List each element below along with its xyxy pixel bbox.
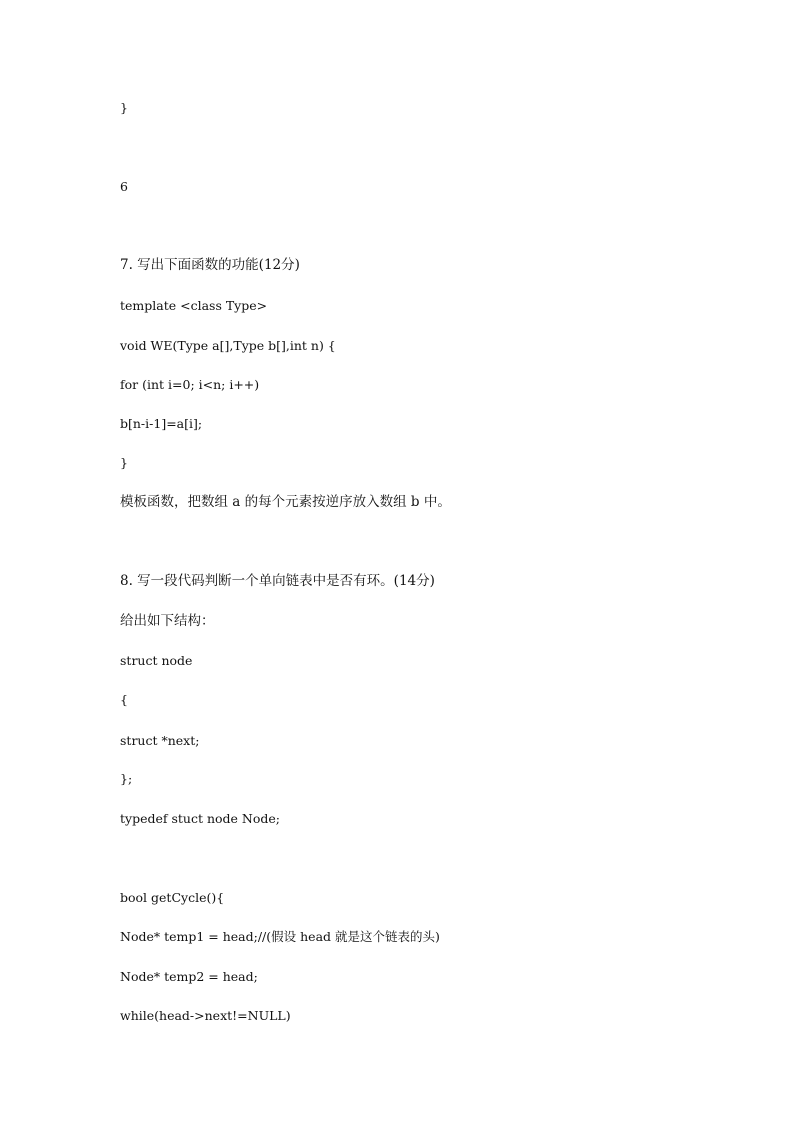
code-line: void WE(Type a[],Type b[],int n) { <box>120 338 336 353</box>
answer-7: 模板函数，把数组 a 的每个元素按逆序放入数组 b 中。 <box>120 494 451 510</box>
code-line: b[n-i-1]=a[i]; <box>120 416 203 431</box>
code-line: Node* temp1 = head;//(假设 head 就是这个链表的头) <box>120 929 440 944</box>
code-line: { <box>120 692 128 707</box>
answer-6: 6 <box>120 179 128 194</box>
structure-intro: 给出如下结构： <box>120 613 215 629</box>
code-line: struct *next; <box>120 733 200 748</box>
question-7-title: 7. 写出下面函数的功能(12分) <box>120 257 300 273</box>
closing-brace: } <box>120 100 128 115</box>
question-8-title: 8. 写一段代码判断一个单向链表中是否有环。(14分) <box>120 573 435 589</box>
code-line: Node* temp2 = head; <box>120 969 258 984</box>
code-line: bool getCycle(){ <box>120 890 225 905</box>
code-line: } <box>120 455 128 470</box>
code-line: struct node <box>120 653 193 668</box>
code-line: for (int i=0; i<n; i++) <box>120 377 260 392</box>
code-line: while(head->next!=NULL) <box>120 1008 291 1023</box>
code-line: typedef stuct node Node; <box>120 811 280 826</box>
code-line: }; <box>120 771 133 786</box>
code-line: template <class Type> <box>120 298 268 313</box>
